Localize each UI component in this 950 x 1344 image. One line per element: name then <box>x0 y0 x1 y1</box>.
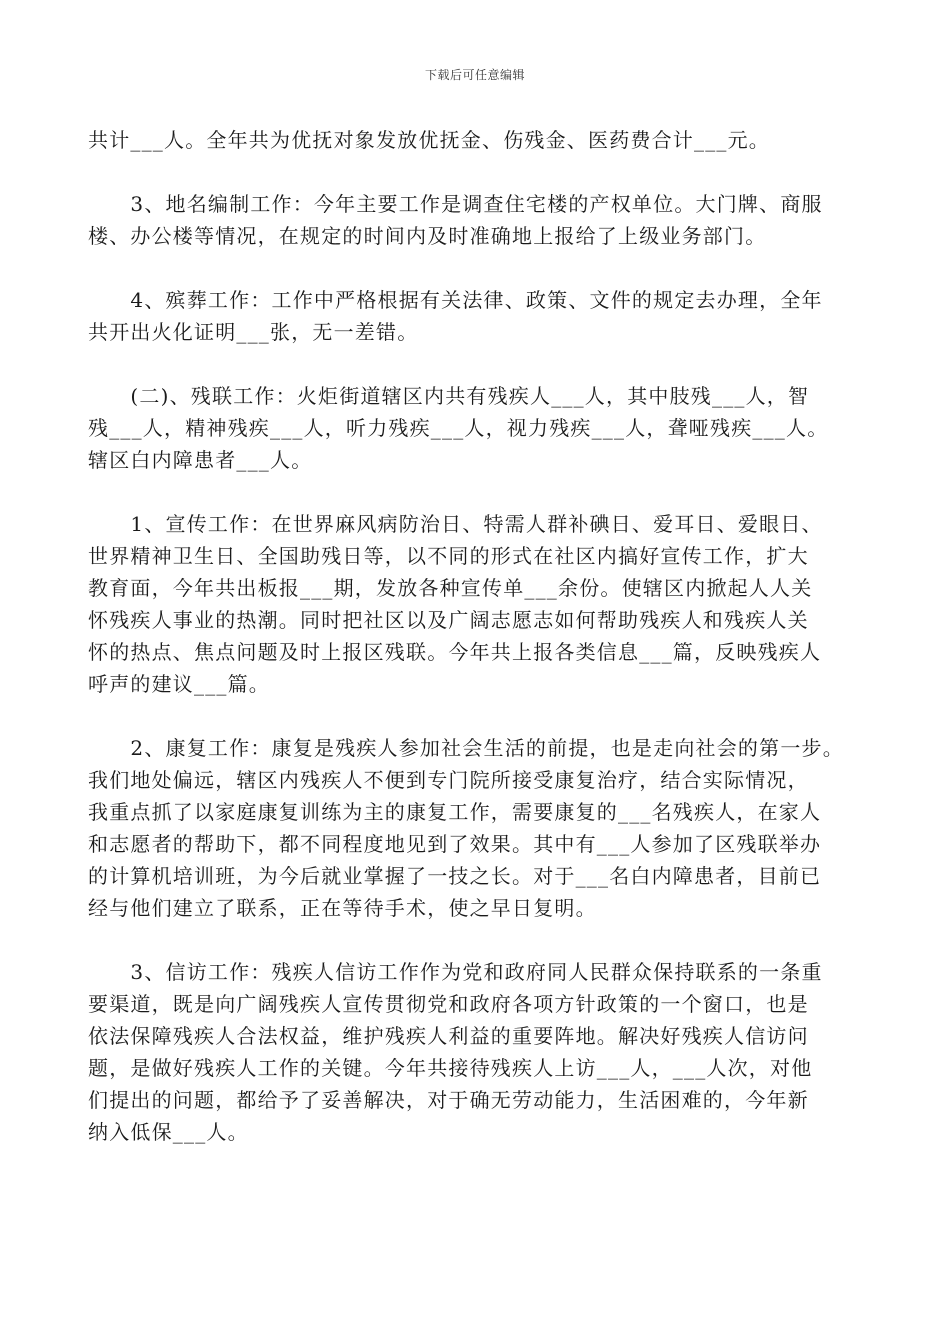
text-line: 3、信访工作：残疾人信访工作作为党和政府同人民群众保持联系的一条重 <box>88 960 823 984</box>
text-line: (二)、残联工作：火炬街道辖区内共有残疾人___人，其中肢残___人，智 <box>88 384 810 408</box>
text-line: 1、宣传工作：在世界麻风病防治日、特需人群补碘日、爱耳日、爱眼日、 <box>88 512 823 536</box>
paragraph-5 <box>88 732 868 924</box>
text-line: 怀的热点、焦点问题及时上报区残联。今年共上报各类信息___篇，反映残疾人 <box>88 640 822 664</box>
text-line: 共开出火化证明___张，无一差错。 <box>88 320 419 344</box>
text-line: 我们地处偏远，辖区内残疾人不便到专门院所接受康复治疗，结合实际情况， <box>88 768 809 792</box>
text-line: 辖区白内障患者___人。 <box>88 448 313 472</box>
paragraph-0 <box>88 124 868 156</box>
paragraph-4 <box>88 508 868 700</box>
text-line: 怀残疾人事业的热潮。同时把社区以及广阔志愿志如何帮助残疾人和残疾人关 <box>88 608 809 632</box>
text-line: 和志愿者的帮助下，都不同程度地见到了效果。其中有___人参加了区残联举办 <box>88 832 822 856</box>
text-line: 经与他们建立了联系，正在等待手术，使之早日复明。 <box>88 896 597 920</box>
text-line: 楼、办公楼等情况，在规定的时间内及时准确地上报给了上级业务部门。 <box>88 224 767 248</box>
text-line: 依法保障残疾人合法权益，维护残疾人利益的重要阵地。解决好残疾人信访问 <box>88 1024 809 1048</box>
paragraph-2 <box>88 284 868 348</box>
text-line: 们提出的问题，都给予了妥善解决，对于确无劳动能力，生活困难的，今年新 <box>88 1088 809 1112</box>
paragraph-6 <box>88 956 868 1148</box>
text-line: 题，是做好残疾人工作的关键。今年共接待残疾人上访___人，___人次，对他 <box>88 1056 813 1080</box>
paragraph-1 <box>88 188 868 252</box>
text-line: 世界精神卫生日、全国助残日等，以不同的形式在社区内搞好宣传工作，扩大 <box>88 544 809 568</box>
text-line: 教育面，今年共出板报___期，发放各种宣传单___余份。使辖区内掀起人人关 <box>88 576 813 600</box>
text-line: 共计___人。全年共为优抚对象发放优抚金、伤残金、医药费合计___元。 <box>88 128 770 152</box>
document-body <box>88 124 868 1180</box>
text-line: 我重点抓了以家庭康复训练为主的康复工作，需要康复的___名残疾人，在家人 <box>88 800 822 824</box>
text-line: 4、殡葬工作：工作中严格根据有关法律、政策、文件的规定去办理，全年 <box>88 288 823 312</box>
text-line: 的计算机培训班，为今后就业掌握了一技之长。对于___名白内障患者，目前已 <box>88 864 822 888</box>
text-line: 呼声的建议___篇。 <box>88 672 270 696</box>
paragraph-3 <box>88 380 868 476</box>
text-line: 3、地名编制工作：今年主要工作是调查住宅楼的产权单位。大门牌、商服 <box>88 192 823 216</box>
text-line: 纳入低保___人。 <box>88 1120 249 1144</box>
text-line: 残___人，精神残疾___人，听力残疾___人，视力残疾___人，聋哑残疾___人。 <box>88 416 829 440</box>
text-line: 2、康复工作：康复是残疾人参加社会生活的前提，也是走向社会的第一步。 <box>88 736 844 760</box>
text-line: 要渠道，既是向广阔残疾人宣传贯彻党和政府各项方针政策的一个窗口，也是 <box>88 992 809 1016</box>
page-header: 下载后可任意编辑 <box>424 68 525 82</box>
